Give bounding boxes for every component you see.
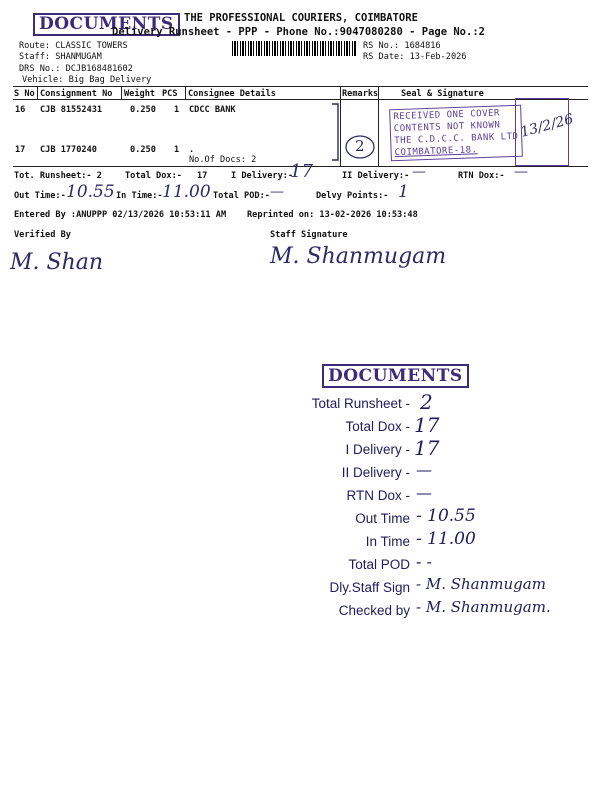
delvy-points-value: 1 [398, 182, 409, 202]
barcode [232, 41, 356, 56]
total-dox-value: 17 [197, 171, 208, 181]
row-16-consignee: CDCC BANK [189, 105, 236, 115]
form-label-out-time: Out Time [355, 511, 410, 526]
form-value-dly-staff-sign: - M. Shanmugam [416, 575, 546, 593]
form-value-checked-by: - M. Shanmugam. [416, 598, 551, 616]
form-label-total-dox: Total Dox - [345, 419, 410, 434]
col-remarks: Remarks [342, 89, 379, 99]
row-16-weight: 0.250 [130, 105, 156, 115]
route: Route: CLASSIC TOWERS [19, 41, 128, 51]
staff-signature: M. Shanmugam [270, 244, 447, 269]
reprinted-on: Reprinted on: 13-02-2026 10:53:48 [247, 210, 418, 220]
form-label-total-pod: Total POD [348, 557, 410, 572]
total-pod-label: Total POD:- [213, 191, 270, 201]
form-label-i-delivery: I Delivery - [345, 442, 410, 457]
form-value-total-runsheet: 2 [420, 390, 433, 414]
row-17-consignee: . [189, 145, 195, 155]
seal-line-3: THE C.D.C.C. BANK LTD [394, 131, 519, 147]
rs-date: RS Date: 13-Feb-2026 [363, 52, 467, 62]
row-17-consignment: CJB 1770240 [40, 145, 97, 155]
staff-signature-label: Staff Signature [270, 230, 348, 240]
remarks-handwritten-count: 2 [355, 137, 365, 155]
staff: Staff: SHANMUGAM [19, 52, 102, 62]
form-label-dly-staff-sign: Dly.Staff Sign [329, 580, 410, 595]
remarks-bracket-mark [326, 100, 386, 166]
row-16-sno: 16 [15, 105, 26, 115]
rtn-dox-value: — [514, 164, 528, 180]
delvy-points-label: Delvy Points:- [316, 191, 389, 201]
form-value-i-delivery: 17 [414, 436, 440, 460]
rtn-dox-label: RTN Dox:- [458, 171, 505, 181]
total-dox-label: Total Dox:- [125, 171, 182, 181]
i-delivery-label: I Delivery:- [231, 171, 294, 181]
form-label-in-time: In Time [365, 534, 410, 549]
tot-runsheet: Tot. Runsheet:- 2 [14, 171, 102, 181]
form-value-out-time: - 10.55 [416, 506, 476, 526]
form-value-rtn-dox: — [416, 483, 432, 502]
documents-form [230, 390, 600, 636]
rs-number: RS No.: 1684816 [363, 41, 441, 51]
i-delivery-value: 17 [290, 161, 313, 182]
ii-delivery-value: — [412, 164, 426, 180]
verified-by-label: Verified By [14, 230, 71, 240]
out-time-label: Out Time:- [14, 191, 66, 201]
form-label-rtn-dox: RTN Dox - [346, 488, 410, 503]
form-label-ii-delivery: II Delivery - [341, 465, 410, 480]
col-pcs: PCS [162, 89, 178, 99]
col-weight: Weight [124, 89, 156, 99]
row-16-pcs: 1 [174, 105, 180, 115]
row-17-sno: 17 [15, 145, 26, 155]
form-label-total-runsheet: Total Runsheet - [311, 396, 410, 411]
seal-line-1: RECEIVED ONE COVER [393, 108, 501, 123]
form-value-in-time: - 11.00 [416, 529, 476, 549]
col-sno: S No [14, 89, 35, 99]
out-time-value: 10.55 [66, 182, 115, 202]
form-value-ii-delivery: — [416, 460, 432, 479]
entered-by: Entered By :ANUPPP 02/13/2026 10:53:11 AM [14, 210, 227, 220]
runsheet-title: Delivery Runsheet - PPP - Phone No.:9047080280 - Page No.:2 [112, 26, 485, 38]
drs-number: DRS No.: DCJB168481602 [19, 64, 133, 74]
row-17-pcs: 1 [174, 145, 180, 155]
form-value-total-dox: 17 [414, 413, 440, 437]
form-label-checked-by: Checked by [338, 603, 410, 618]
row-16-consignment: CJB 81552431 [40, 105, 103, 115]
bank-seal-stamp [389, 105, 523, 162]
col-consignee: Consignee Details [188, 89, 276, 99]
in-time-label: In Time:- [116, 191, 163, 201]
verified-by-signature: M. Shan [10, 250, 104, 275]
vehicle: Vehicle: Big Bag Delivery [22, 75, 152, 85]
seal-line-4: COIMBATORE-18. [394, 145, 478, 159]
company-name: THE PROFESSIONAL COURIERS, COIMBATORE [184, 12, 418, 24]
ii-delivery-label: II Delivery:- [342, 171, 410, 181]
documents-stamp-2: DOCUMENTS [322, 364, 469, 388]
col-seal: Seal & Signature [401, 89, 484, 99]
seal-date: 13/2/26 [518, 111, 576, 141]
row-17-docs: No.Of Docs: 2 [189, 155, 257, 165]
total-pod-value: — [270, 184, 284, 200]
col-consignment: Consignment No [40, 89, 113, 99]
seal-line-2: CONTENTS NOT KNOWN [393, 120, 501, 135]
in-time-value: 11.00 [162, 182, 211, 202]
documents-stamp: DOCUMENTS [33, 13, 180, 36]
row-17-weight: 0.250 [130, 145, 156, 155]
form-value-total-pod: - - [416, 552, 432, 571]
